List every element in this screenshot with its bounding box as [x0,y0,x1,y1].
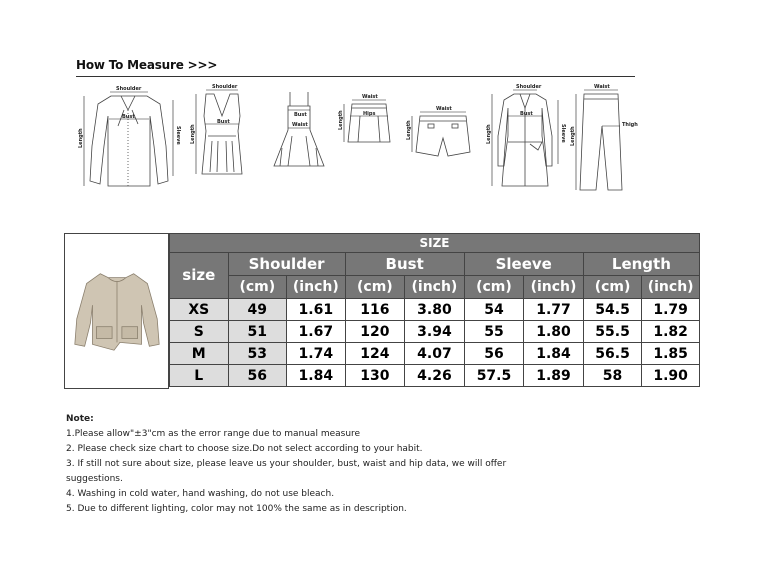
value-cell: 58 [583,365,642,387]
value-cell: 1.67 [287,321,346,343]
value-cell: 54 [464,299,524,321]
unit-header: (inch) [287,276,346,299]
blouse-bust-label: Bust [122,114,135,120]
shorts-measure-figure [408,86,478,196]
value-cell: 57.5 [464,365,524,387]
size-cell: XS [170,299,229,321]
note-line: 2. Please check size chart to choose size.Do not select according to your habit. [66,444,423,454]
table-row [170,299,700,321]
value-cell: 1.89 [524,365,584,387]
shorts-length-label: Length [406,120,412,140]
size-table-title: SIZE [170,234,700,253]
pants-thigh-label: Thigh [622,122,638,128]
value-cell: 130 [345,365,405,387]
size-cell: L [170,365,229,387]
coat-length-label: Length [486,124,492,144]
blouse-sleeve-label: Sleeve [175,126,181,145]
skirt-hips-label: Hips [363,111,376,117]
value-cell: 4.26 [405,365,465,387]
pants-waist-label: Waist [594,84,610,90]
tank-bust-label: Bust [217,119,230,125]
value-cell: 51 [228,321,287,343]
value-cell: 56 [228,365,287,387]
value-cell: 1.84 [287,365,346,387]
title-divider [76,76,635,77]
note-line: suggestions. [66,474,123,484]
unit-header: (inch) [524,276,584,299]
unit-header: (inch) [405,276,465,299]
how-to-measure-title: How To Measure >>> [76,58,218,72]
value-cell: 116 [345,299,405,321]
value-cell: 53 [228,343,287,365]
value-cell: 3.80 [405,299,465,321]
value-cell: 1.61 [287,299,346,321]
value-cell: 1.80 [524,321,584,343]
coat-shoulder-label: Shoulder [516,84,542,90]
value-cell: 1.90 [642,365,700,387]
length-header: Length [583,253,699,276]
value-cell: 1.85 [642,343,700,365]
coat-measure-figure [486,86,564,196]
value-cell: 55.5 [583,321,642,343]
note-line: 4. Washing in cold water, hand washing, do not use bleach. [66,489,335,499]
coat-sleeve-label: Sleeve [560,124,566,143]
skirt-length-label: Length [338,110,344,130]
value-cell: 56 [464,343,524,365]
value-cell: 1.74 [287,343,346,365]
notes-section [66,412,586,517]
tank-measure-figure [188,86,256,196]
size-column-header: size [170,253,229,299]
unit-header: (cm) [464,276,524,299]
value-cell: 3.94 [405,321,465,343]
table-row [170,343,700,365]
size-cell: S [170,321,229,343]
blouse-shoulder-label: Shoulder [116,86,142,92]
value-cell: 120 [345,321,405,343]
tank-length-label: Length [190,124,196,144]
note-line: 5. Due to different lighting, color may not 100% the same as in description. [66,504,407,514]
value-cell: 124 [345,343,405,365]
notes-title: Note: [66,414,94,424]
note-line: 1.Please allow"±3"cm as the error range due to manual measure [66,429,361,439]
pants-length-label: Length [570,126,576,146]
value-cell: 1.82 [642,321,700,343]
shorts-waist-label: Waist [436,106,452,112]
pants-measure-figure [572,86,636,196]
value-cell: 4.07 [405,343,465,365]
value-cell: 56.5 [583,343,642,365]
value-cell: 54.5 [583,299,642,321]
value-cell: 1.77 [524,299,584,321]
coat-bust-label: Bust [520,111,533,117]
bust-header: Bust [345,253,464,276]
unit-header: (cm) [345,276,405,299]
value-cell: 55 [464,321,524,343]
sleeve-header: Sleeve [464,253,583,276]
note-line: 3. If still not sure about size, please leave us your shoulder, bust, waist and hip data, we will offer [66,459,507,469]
tank-shoulder-label: Shoulder [212,84,238,90]
dress-measure-figure [268,86,330,196]
value-cell: 49 [228,299,287,321]
unit-header: (cm) [583,276,642,299]
size-cell: M [170,343,229,365]
unit-header: (cm) [228,276,287,299]
blouse-length-label: Length [78,128,84,148]
dress-bust-label: Bust [294,112,307,118]
shoulder-header: Shoulder [228,253,345,276]
value-cell: 1.79 [642,299,700,321]
table-row [170,321,700,343]
blouse-measure-figure [78,86,181,196]
dress-waist-label: Waist [292,122,308,128]
product-image [64,233,169,389]
skirt-measure-figure [338,86,400,196]
jacket-icon [65,234,168,388]
size-table [169,233,700,387]
value-cell: 1.84 [524,343,584,365]
table-row [170,365,700,387]
skirt-waist-label: Waist [362,94,378,100]
unit-header: (inch) [642,276,700,299]
